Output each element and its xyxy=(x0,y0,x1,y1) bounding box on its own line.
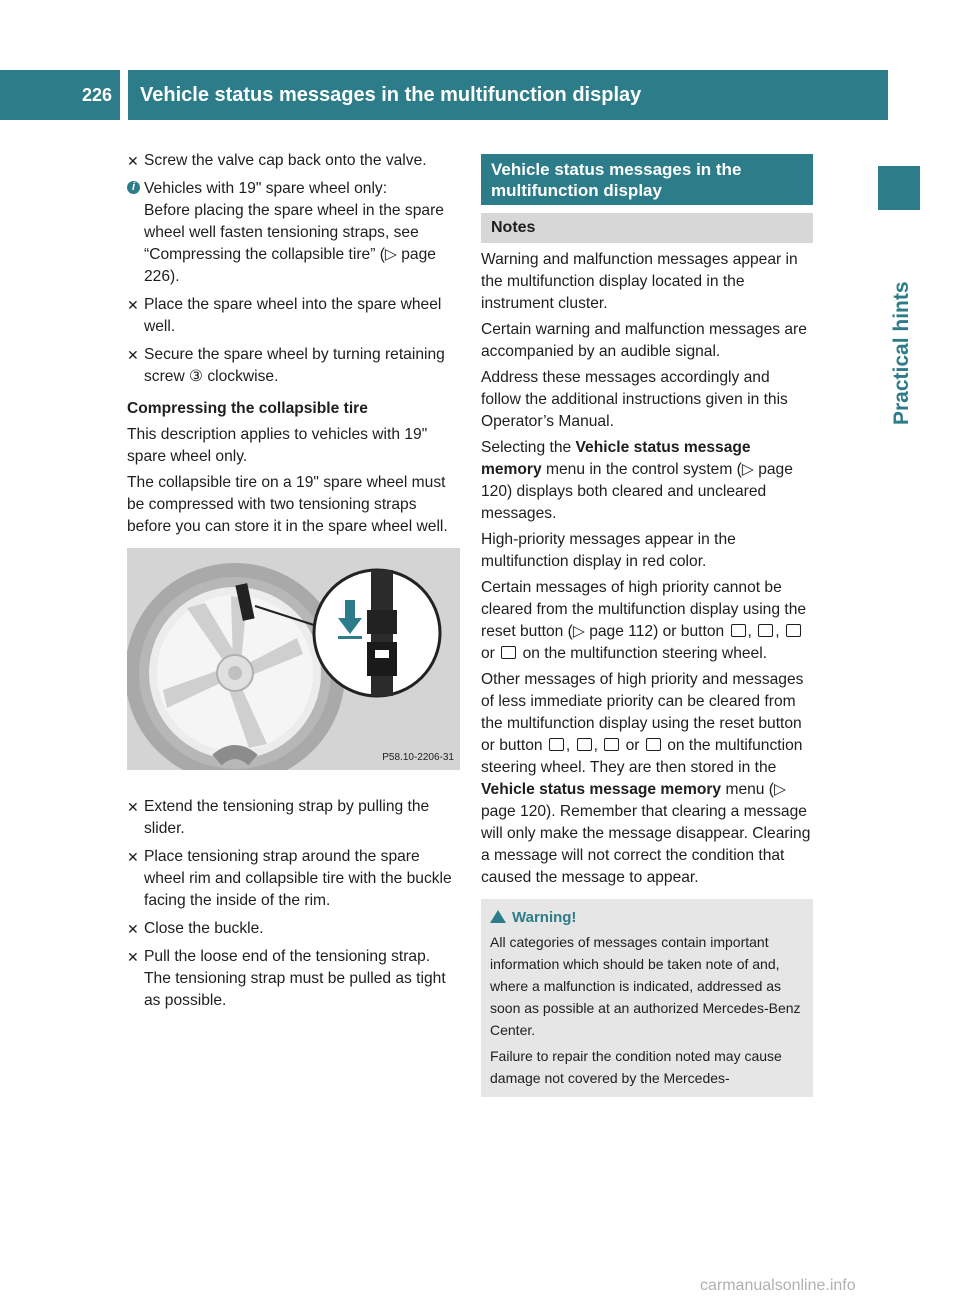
step-item xyxy=(127,796,460,840)
warning-box xyxy=(481,899,813,1097)
paragraph: Address these messages accordingly and follow the additional instructions given in this Operator’s Manual. xyxy=(481,369,788,430)
step-item xyxy=(127,846,460,912)
step-marker-icon: ✕ xyxy=(127,921,139,937)
warning-title xyxy=(490,907,804,929)
step-text: Secure the spare wheel by turning retaining screw ③ clockwise. xyxy=(144,346,445,385)
step-item xyxy=(127,294,460,338)
text-span: Other messages of high priority and messages of less immediate priority can be cleared from the multifunction display using the reset button or button xyxy=(481,671,804,754)
step-marker-icon: ✕ xyxy=(127,297,139,313)
step-item xyxy=(127,344,460,388)
down-arrow-button-icon xyxy=(758,624,773,637)
page-number: 226 xyxy=(0,70,120,120)
step-item xyxy=(127,150,460,172)
step-text: Extend the tensioning strap by pulling the slider. xyxy=(144,798,430,837)
section-title: Vehicle status messages in the multifunction display xyxy=(481,154,813,205)
arrow-down-icon xyxy=(345,600,355,620)
text-span: menu (▷ page 120). Remember that clearing a message will only make the message disappear. Clearing a message will not correct the condition that caused the message to appear. xyxy=(481,781,811,886)
step-text: Screw the valve cap back onto the valve. xyxy=(144,152,427,169)
page-back-button-icon xyxy=(786,624,801,637)
info-note xyxy=(127,178,460,288)
warning-icon xyxy=(490,910,506,923)
text-span: menu in the control system (▷ page 120) displays both cleared and uncleared messages. xyxy=(481,461,793,522)
wheel-illustration xyxy=(127,548,460,770)
notes-heading: Notes xyxy=(481,213,813,243)
page-forward-button-icon xyxy=(501,646,516,659)
text-span: or xyxy=(481,645,495,662)
step-text: Place tensioning strap around the spare wheel rim and collapsible tire with the buckle facing the inside of the rim. xyxy=(144,848,452,909)
step-marker-icon: ✕ xyxy=(127,799,139,815)
warning-title-text: Warning! xyxy=(512,909,577,926)
page-back-button-icon xyxy=(604,738,619,751)
step-marker-icon: ✕ xyxy=(127,153,139,169)
page-title: Vehicle status messages in the multifunction display xyxy=(128,70,888,120)
up-arrow-button-icon xyxy=(549,738,564,751)
info-line: Before placing the spare wheel in the spare wheel well fasten tensioning straps, see “Compressing the collapsible tire” (▷ page 226). xyxy=(144,202,444,285)
paragraph: Certain warning and malfunction messages are accompanied by an audible signal. xyxy=(481,321,807,360)
paragraph: The collapsible tire on a 19" spare wheel must be compressed with two tensioning straps before you can store it in the spare wheel well. xyxy=(127,474,448,535)
text-span: Selecting the xyxy=(481,439,576,456)
paragraph: Warning and malfunction messages appear in the multifunction display located in the instrument cluster. xyxy=(481,251,798,312)
bold-span: Vehicle status message memory xyxy=(481,439,751,478)
page-forward-button-icon xyxy=(646,738,661,751)
bold-span: Vehicle status message memory xyxy=(481,781,722,798)
step-marker-icon: ✕ xyxy=(127,347,139,363)
text-span: , xyxy=(775,623,780,640)
step-item xyxy=(127,946,460,1012)
step-marker-icon: ✕ xyxy=(127,849,139,865)
paragraph: High-priority messages appear in the multifunction display in red color. xyxy=(481,531,736,570)
text-span: or xyxy=(625,737,640,754)
watermark-text: carmanualsonline.info xyxy=(700,1277,856,1294)
text-span: , xyxy=(593,737,598,754)
subheading: Compressing the collapsible tire xyxy=(127,400,368,417)
right-column xyxy=(481,150,813,1097)
warning-paragraph: All categories of messages contain important information which should be taken note of and, where a malfunction is indicated, addressed as soon as possible at an authorized Mercedes-Benz Center. xyxy=(490,934,801,1038)
text-span: on the multifunction steering wheel. xyxy=(522,645,768,662)
text-span: Certain messages of high priority cannot be cleared from the multifunction display using the reset button (▷ page 112) or button xyxy=(481,579,807,640)
thumb-index-square-drawn-real xyxy=(878,166,920,210)
paragraph: This description applies to vehicles with 19" spare wheel only. xyxy=(127,426,428,465)
side-tab-label: Practical hints xyxy=(890,281,913,425)
step-item xyxy=(127,918,460,940)
step-text: Pull the loose end of the tensioning strap. The tensioning strap must be pulled as tight as possible. xyxy=(144,948,446,1009)
paragraph xyxy=(481,577,813,665)
spare-wheel-figure xyxy=(127,548,460,770)
warning-paragraph: Failure to repair the condition noted may cause damage not covered by the Mercedes- xyxy=(490,1048,782,1086)
page-header xyxy=(0,70,888,120)
text-span: on the multifunction steering wheel. They are then stored in the xyxy=(481,737,803,776)
step-text: Close the buckle. xyxy=(144,920,264,937)
down-arrow-button-icon xyxy=(577,738,592,751)
up-arrow-button-icon xyxy=(731,624,746,637)
step-marker-icon: ✕ xyxy=(127,949,139,965)
paragraph xyxy=(481,437,813,525)
text-span: , xyxy=(747,623,752,640)
left-column xyxy=(127,150,460,1018)
step-text: Place the spare wheel into the spare wheel well. xyxy=(144,296,442,335)
text-span: , xyxy=(565,737,571,754)
info-icon: i xyxy=(127,181,140,194)
info-line: Vehicles with 19" spare wheel only: xyxy=(144,180,388,197)
figure-label: P58.10-2206-31 xyxy=(382,752,454,763)
paragraph xyxy=(481,669,813,889)
